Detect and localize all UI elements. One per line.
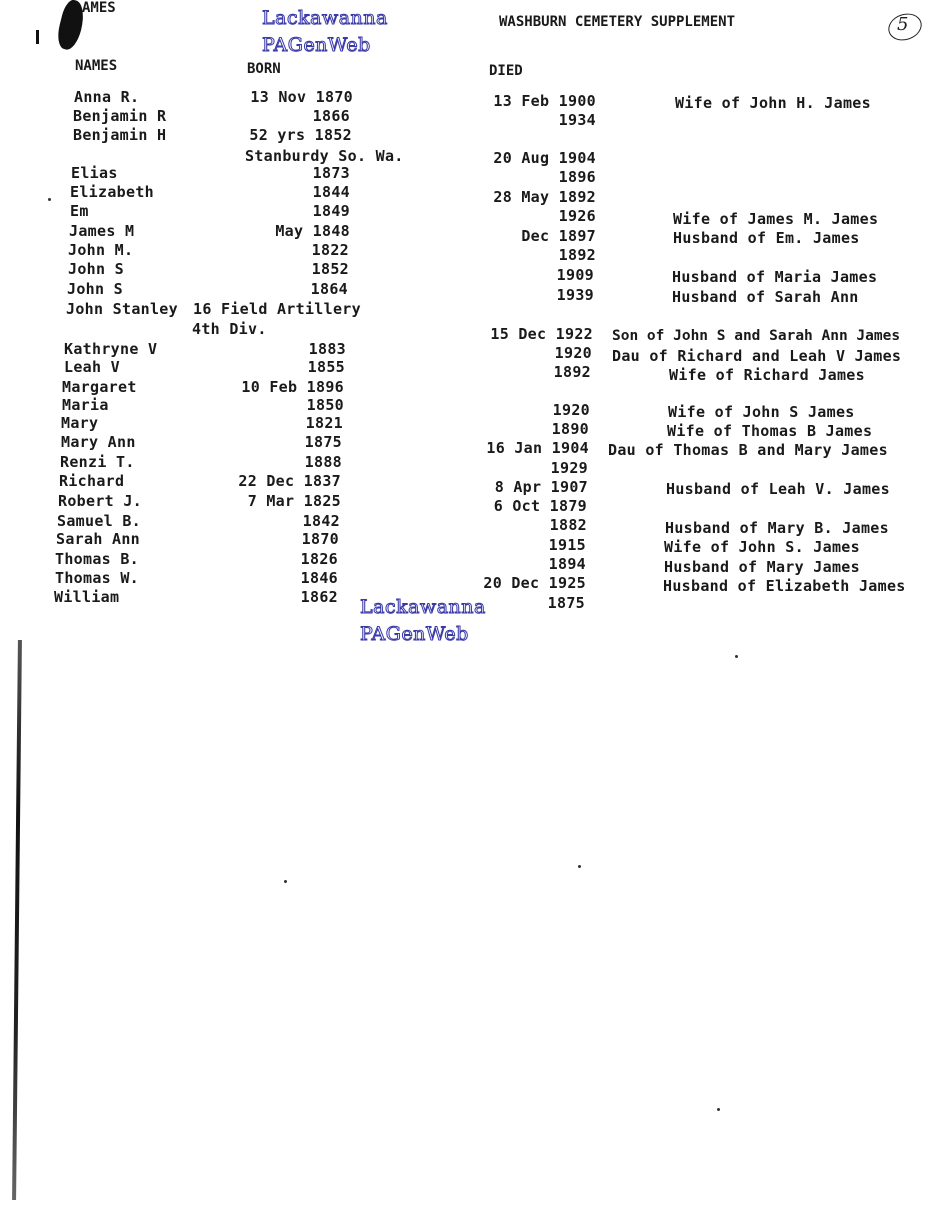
entry-died: 1894 xyxy=(548,555,586,573)
entry-name: Elizabeth xyxy=(70,183,154,201)
entry-name: Sarah Ann xyxy=(56,530,140,548)
watermark-bottom-line2: PAGenWeb xyxy=(360,623,469,645)
entry-died: 1939 xyxy=(556,286,594,304)
entry-name: Maria xyxy=(62,396,109,414)
speck xyxy=(735,655,738,658)
entry-born: 1846 xyxy=(300,569,338,587)
entry-born: 1842 xyxy=(302,512,340,530)
entry-name: Em xyxy=(70,202,89,220)
entry-name: Margaret xyxy=(62,378,137,396)
entry-died: 13 Feb 1900 xyxy=(493,92,596,110)
header-born: BORN xyxy=(247,61,281,77)
entry-died: 16 Jan 1904 xyxy=(486,439,589,457)
entry-name: Samuel B. xyxy=(57,512,141,530)
entry-born: 1873 xyxy=(312,164,350,182)
entry-born: 1852 xyxy=(311,260,349,278)
entry-died: Dec 1897 xyxy=(521,227,596,245)
entry-died: 20 Dec 1925 xyxy=(483,574,586,592)
entry-note: Wife of John H. James xyxy=(675,94,871,112)
entry-born: 1883 xyxy=(308,340,346,358)
entry-died: 15 Dec 1922 xyxy=(490,325,593,343)
entry-name: Mary xyxy=(61,414,99,432)
entry-note: Husband of Maria James xyxy=(672,268,878,286)
entry-note: Wife of John S James xyxy=(668,403,855,421)
entry-born: 10 Feb 1896 xyxy=(241,378,344,396)
entry-note: Dau of Thomas B and Mary James xyxy=(608,441,888,459)
document-title: WASHBURN CEMETERY SUPPLEMENT xyxy=(499,14,736,30)
entry-born: Stanburdy So. Wa. xyxy=(245,147,404,165)
entry-died: 1934 xyxy=(558,111,596,129)
watermark-bottom-line1: Lackawanna xyxy=(360,596,486,618)
entry-born: May 1848 xyxy=(275,222,350,240)
entry-born: 13 Nov 1870 xyxy=(250,88,353,106)
watermark-line1: Lackawanna xyxy=(262,7,388,29)
entry-note: Wife of John S. James xyxy=(664,538,860,556)
entry-name: Elias xyxy=(71,164,118,182)
entry-name: John S xyxy=(68,260,124,278)
entry-died: 1920 xyxy=(552,401,590,419)
speck xyxy=(284,880,287,883)
entry-born: 1870 xyxy=(301,530,339,548)
entry-born: 1849 xyxy=(312,202,350,220)
entry-died: 1909 xyxy=(556,266,594,284)
entry-born: 1862 xyxy=(300,588,338,606)
entry-note: Dau of Richard and Leah V James xyxy=(612,347,902,365)
entry-name: Thomas B. xyxy=(55,550,139,568)
entry-born: 1826 xyxy=(300,550,338,568)
entry-born: 1855 xyxy=(307,358,345,376)
entry-note: Husband of Leah V. James xyxy=(666,480,890,498)
entry-died: 1875 xyxy=(547,594,585,612)
ink-tick xyxy=(36,30,39,44)
entry-note: Wife of James M. James xyxy=(673,210,879,228)
entry-born: 1844 xyxy=(312,183,350,201)
entry-died: 1896 xyxy=(558,168,596,186)
entry-note: Husband of Mary B. James xyxy=(665,519,889,537)
entry-name: John M. xyxy=(68,241,134,259)
entry-died: 1892 xyxy=(558,246,596,264)
entry-name: Mary Ann xyxy=(61,433,136,451)
entry-born: 1850 xyxy=(306,396,344,414)
entry-died: 8 Apr 1907 xyxy=(494,478,588,496)
entry-died: 28 May 1892 xyxy=(493,188,596,206)
entry-died: 1882 xyxy=(549,516,587,534)
entry-name: Leah V xyxy=(64,358,120,376)
header-names: NAMES xyxy=(75,58,118,74)
speck xyxy=(48,198,51,201)
entry-born: 1888 xyxy=(304,453,342,471)
entry-died: 1926 xyxy=(558,207,596,225)
entry-note: Wife of Richard James xyxy=(669,366,865,384)
entry-died: 1892 xyxy=(553,363,591,381)
entry-died: 1915 xyxy=(548,536,586,554)
entry-born: 22 Dec 1837 xyxy=(238,472,341,490)
entry-died: 1920 xyxy=(554,344,592,362)
entry-died: 1929 xyxy=(550,459,588,477)
entry-born: 1821 xyxy=(305,414,343,432)
entry-name: John S xyxy=(67,280,123,298)
entry-born: 1864 xyxy=(310,280,348,298)
entry-name: Robert J. xyxy=(58,492,142,510)
entry-name: William xyxy=(54,588,120,606)
entry-died: 20 Aug 1904 xyxy=(493,149,596,167)
entry-name: Thomas W. xyxy=(55,569,139,587)
entry-born: 1866 xyxy=(312,107,350,125)
entry-name: Renzi T. xyxy=(60,453,135,471)
entry-note: Husband of Elizabeth James xyxy=(663,577,906,595)
entry-name: James M xyxy=(69,222,135,240)
margin-ink-line xyxy=(12,640,22,1200)
entry-name: Benjamin R xyxy=(73,107,167,125)
speck xyxy=(578,865,581,868)
entry-note: Son of John S and Sarah Ann James xyxy=(612,328,901,344)
entry-born: 1875 xyxy=(304,433,342,451)
entry-born: 16 Field Artillery xyxy=(193,300,361,318)
entry-note: Husband of Mary James xyxy=(664,558,860,576)
entry-born: 52 yrs 1852 xyxy=(249,126,352,144)
speck xyxy=(717,1108,720,1111)
entry-name: Anna R. xyxy=(74,88,140,106)
header-died: DIED xyxy=(489,63,523,79)
entry-note: Husband of Sarah Ann xyxy=(672,288,859,306)
corner-label: AMES xyxy=(82,0,116,16)
entry-note: Wife of Thomas B James xyxy=(667,422,873,440)
entry-name: John Stanley xyxy=(66,300,178,318)
entry-name: Richard xyxy=(59,472,125,490)
entry-note: Husband of Em. James xyxy=(673,229,860,247)
entry-born: 7 Mar 1825 xyxy=(247,492,341,510)
entry-born: 1822 xyxy=(311,241,349,259)
entry-name: Kathryne V xyxy=(64,340,158,358)
page-number: 5 xyxy=(897,14,909,35)
entry-name: Benjamin H xyxy=(73,126,167,144)
entry-died: 6 Oct 1879 xyxy=(493,497,587,515)
watermark-line2: PAGenWeb xyxy=(262,34,371,56)
entry-born: 4th Div. xyxy=(192,320,267,338)
entry-died: 1890 xyxy=(551,420,589,438)
